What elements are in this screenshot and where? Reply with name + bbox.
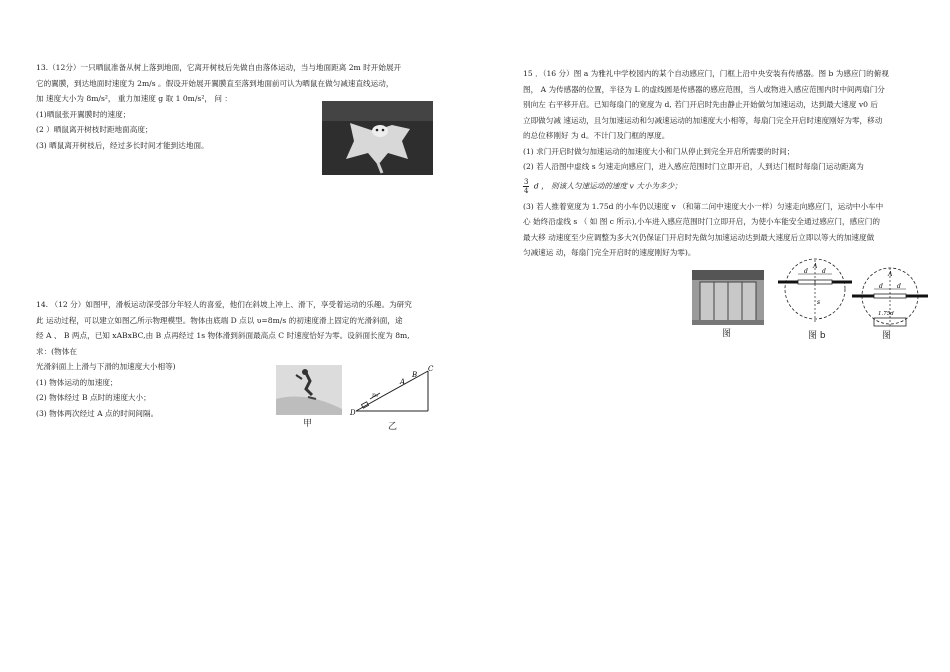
fig-b-sensor-a: A <box>813 263 818 270</box>
q13-line-3: 加 速度大小为 8m/s²， 重力加速度 g 取 1 0m/s²， 问 ： <box>36 94 232 103</box>
fraction-three-quarters: $\frac{3}{4}$ <box>524 177 529 195</box>
fig-b-d-right: d <box>822 268 826 275</box>
q15-line-7: (2) 若人沿图中虚线 s 匀速走向感应门，进入感应范围时门立即开启，人到达门框时每扇门运动距离为 <box>523 162 864 171</box>
point-b: B <box>412 371 418 379</box>
q14-line-1: 14. （12 分）如图甲，滑板运动深受部分年轻人的喜爱，他们在斜坡上冲上、滑下，享受着运动的乐趣。为研究 <box>36 300 412 309</box>
q15-line-10: 最大移 动速度至少应调整为多大?(仍保证门开启时先做匀加速运动达到最大速度后立即以等大的加速度做 <box>523 232 875 242</box>
q15-line-8: (3) 若人推着宽度为 1.75d 的小车仍以速度 v （和第二问中速度大小一样）匀速走向感应门，运动中小车中 <box>523 201 884 211</box>
q15-line-6: (1) 求门开启时做匀加速运动的加速度大小和门从停止到完全开启所需要的时间； <box>523 146 795 156</box>
q15-line-9: 心 始终沿虚线 s （ 如 图 c 所示),小车进入感应范围时门立即开启，为使小车能安全通过感应门，感应门的 <box>523 217 880 226</box>
incline-diagram <box>348 365 438 417</box>
fig-label-yi: 乙 <box>388 422 398 432</box>
fig-label-jia: 甲 <box>303 419 313 429</box>
q13-line-6: (3) 晒鼠离开树枝后，经过多长时间才能到达地面。 <box>36 140 209 150</box>
fig-c-d-right: d <box>897 283 901 290</box>
point-d: D <box>350 409 356 417</box>
q14-line-3: 经 A 、 B 两点，已知 xABxBC,由 B 点再经过 1s 物体滑到斜面最高点 C 时速度恰好为零。设斜面长度为 8m, <box>36 331 410 340</box>
q14-line-2: 此 运动过程，可以建立如图乙所示物理模型。物体由底端 D 点以 υ=8m/s 的初速度滑上固定的光滑斜面，途 <box>36 315 403 325</box>
fig-label-a: 图 <box>722 329 732 339</box>
q15-line-11: 匀减速运 动，每扇门完全开启时的速度刚好为零)。 <box>523 248 696 257</box>
door-top-view-diagram <box>778 252 852 326</box>
q15-line-5: 的总位移刚好 为 d。不计门及门框的厚度。 <box>523 131 670 140</box>
skateboard-photo <box>276 365 342 415</box>
fig-label-b: 图 b <box>808 331 826 341</box>
fig-b-path-s: s <box>817 299 821 306</box>
question-15 <box>523 66 889 261</box>
q13-line-2: 它的翼膜，到达地面时速度为 2m/s 。假设开始展开翼膜直至落到地面前可认为晒鼠在做匀减速直线运动， <box>36 78 394 88</box>
q14-line-5: 光滑斜面上上滑与下滑的加速度大小相等) <box>36 362 176 371</box>
q13-line-5: (2 ）晒鼠离开树枝时距地面高度； <box>36 125 153 134</box>
point-a: A <box>400 378 406 386</box>
q14-line-4: 求：(物体在 <box>36 346 77 356</box>
q14-line-8: (3) 物体两次经过 A 点的时间间隔。 <box>36 408 159 418</box>
fig-c-sensor-a: A <box>888 271 893 278</box>
q15-line-4: 立即做匀减 速运动，且匀加速运动和匀减速运动的加速度大小相等，每扇门完全开启时速度刚好为零，移动 <box>523 115 883 125</box>
initial-velocity-label: υ₀ <box>372 392 379 399</box>
q15-line-2: 图， A 为传感器的位置，半径为 L 的虚线圆是传感器的感应范围，当人或物进入感应范围内时中间两扇门分 <box>523 84 885 94</box>
fig-c-d-left: d <box>879 283 883 290</box>
fig-b-d-left: d <box>804 268 808 275</box>
auto-door-photo <box>692 270 764 325</box>
q14-line-7: (2) 物体经过 B 点时的速度大小； <box>36 393 151 402</box>
q13-line-4: (1)晒鼠张开翼膜时的速度； <box>36 109 131 119</box>
q15-line-3: 别向左 右平移开启。已知每扇门的宽度为 d, 若门开启时先由静止开始做匀加速运动，达到最大速度 v0 后 <box>523 100 878 109</box>
fig-label-c: 图 <box>882 331 892 341</box>
fig-c-cart-width: 1.75d <box>878 311 894 317</box>
q15-line-1: 15 ．（16 分）图 a 为雅礼中学校园内的某个自动感应门，门框上沿中央安装有传感器。图 b 为感应门的俯视 <box>523 69 889 78</box>
point-c: C <box>428 365 434 373</box>
flying-squirrel-photo <box>322 101 433 175</box>
cart-top-view-diagram <box>852 258 928 332</box>
q14-line-6: (1) 物体运动的加速度； <box>36 377 118 387</box>
q15-frac-line <box>523 178 889 195</box>
q15-frac-tail: d ， 则该人匀速运动的速度 v 大小为多少； <box>533 181 682 190</box>
q13-line-1: 13.（12分）一只晒鼠准备从树上落到地面，它离开树枝后先做自由落体运动，当与地面距离 2m 时开始展开 <box>36 63 402 72</box>
